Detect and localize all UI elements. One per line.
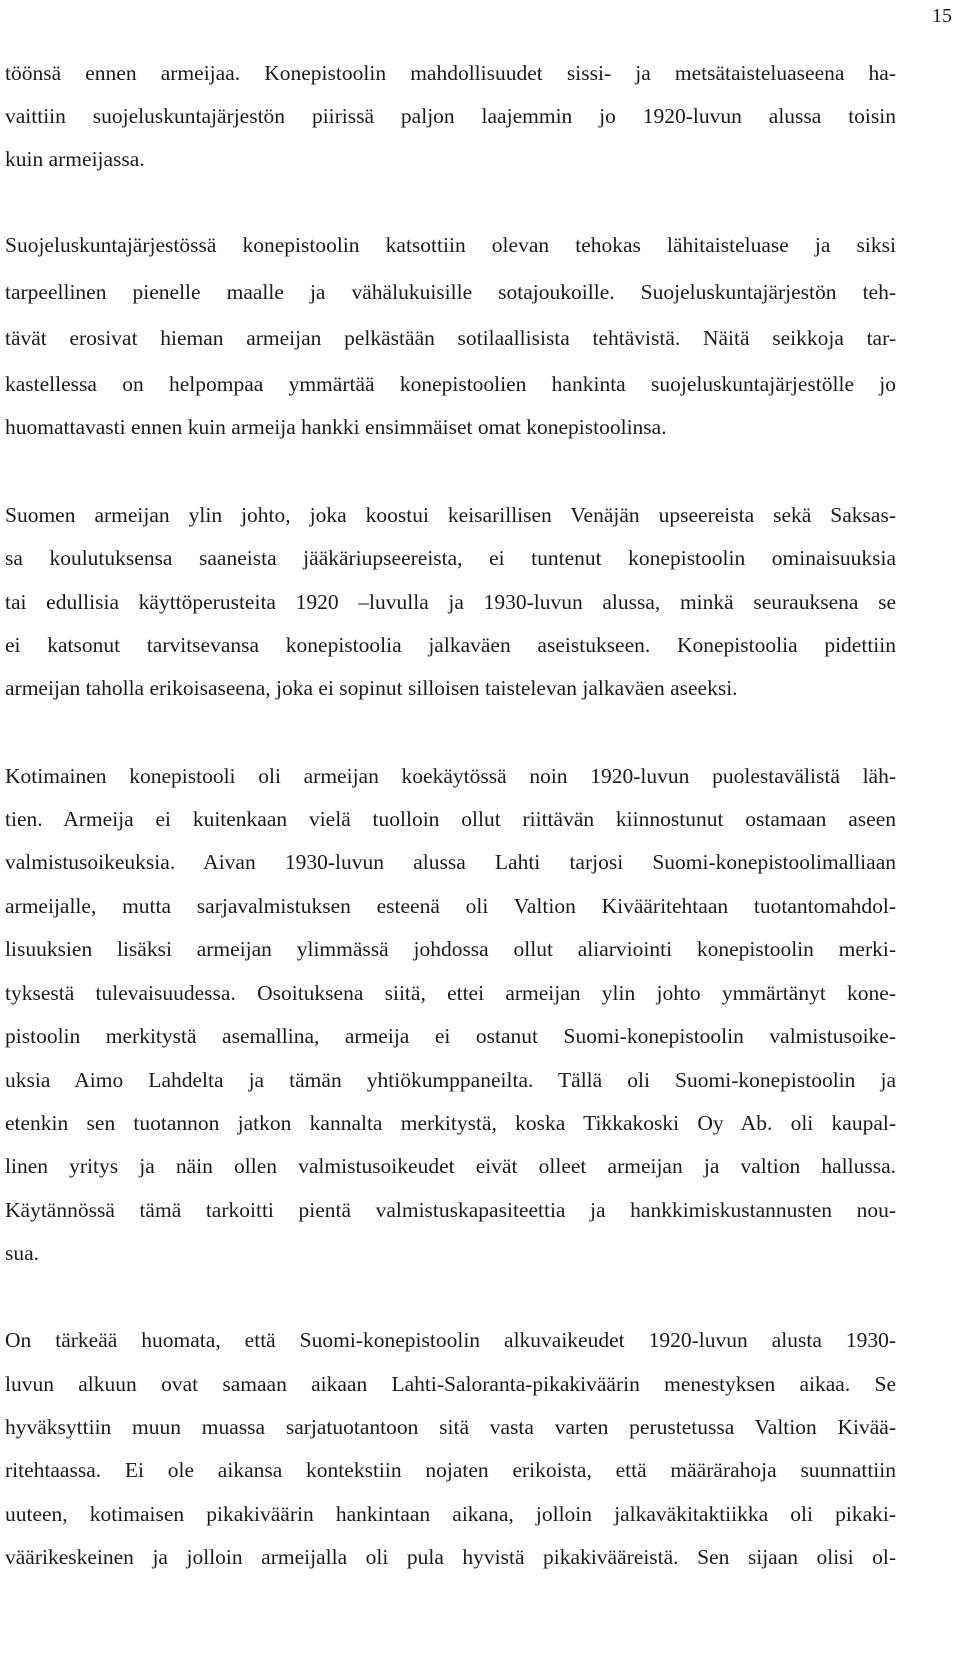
text-line: Kotimainen konepistooli oli armeijan koekäytössä noin 1920-luvun puolestavälistä läh- [5,764,896,788]
text-line: vaittiin suojeluskuntajärjestön piirissä paljon laajemmin jo 1920-luvun alussa toisin [5,104,896,128]
text-line: kastellessa on helpompaa ymmärtää konepistoolien hankinta suojeluskuntajärjestölle jo [5,372,896,396]
text-line: Suomen armeijan ylin johto, joka koostui keisarillisen Venäjän upseereista sekä Saksas- [5,503,896,527]
text-line: ritehtaassa. Ei ole aikansa kontekstiin nojaten erikoista, että määrärahoja suunnattiin [5,1458,896,1482]
text-line: uuteen, kotimaisen pikakiväärin hankintaan aikana, jolloin jalkaväkitaktiikka oli pikaki- [5,1502,896,1526]
text-line: Suojeluskuntajärjestössä konepistoolin katsottiin olevan tehokas lähitaisteluase ja siksi [5,233,896,257]
text-line: lisuuksien lisäksi armeijan ylimmässä johdossa ollut aliarviointi konepistoolin merki- [5,937,896,961]
text-line: armeijan taholla erikoisaseena, joka ei sopinut silloisen taistelevan jalkaväen aseeksi. [5,676,738,700]
text-line: töönsä ennen armeijaa. Konepistoolin mahdollisuudet sissi- ja metsätaisteluaseena ha- [5,61,896,85]
text-line: sa koulutuksensa saaneista jääkäriupseereista, ei tuntenut konepistoolin ominaisuuksia [5,546,896,570]
text-line: sua. [5,1241,40,1265]
text-line: tyksestä tulevaisuudessa. Osoituksena siitä, ettei armeijan ylin johto ymmärtänyt kone- [5,981,896,1005]
text-line: valmistusoikeuksia. Aivan 1930-luvun alussa Lahti tarjosi Suomi-konepistoolimalliaan [5,850,896,874]
text-line: armeijalle, mutta sarjavalmistuksen esteenä oli Valtion Kivääritehtaan tuotantomahdol- [5,894,896,918]
page-number: 15 [932,5,952,27]
text-line: tävät erosivat hieman armeijan pelkästään sotilaallisista tehtävistä. Näitä seikkoja tar- [5,326,896,350]
text-line: luvun alkuun ovat samaan aikaan Lahti-Saloranta-pikakiväärin menestyksen aikaa. Se [5,1372,896,1396]
text-line: pistoolin merkitystä asemallina, armeija ei ostanut Suomi-konepistoolin valmistusoike- [5,1024,896,1048]
text-line: etenkin sen tuotannon jatkon kannalta merkitystä, koska Tikkakoski Oy Ab. oli kaupal- [5,1111,896,1135]
text-line: kuin armeijassa. [5,147,145,171]
text-line: uksia Aimo Lahdelta ja tämän yhtiökumppaneilta. Tällä oli Suomi-konepistoolin ja [5,1068,896,1092]
text-line: Käytännössä tämä tarkoitti pientä valmistuskapasiteettia ja hankkimiskustannusten nou- [5,1198,896,1222]
text-line: hyväksyttiin muun muassa sarjatuotantoon sitä vasta varten perustetussa Valtion Kivää- [5,1415,896,1439]
text-line: väärikeskeinen ja jolloin armeijalla oli pula hyvistä pikakivääreistä. Sen sijaan olisi ol- [5,1545,896,1569]
text-line: huomattavasti ennen kuin armeija hankki ensimmäiset omat konepistoolinsa. [5,415,667,439]
text-line: tai edullisia käyttöperusteita 1920 –luvulla ja 1930-luvun alussa, minkä seurauksena se [5,590,896,614]
text-line: tien. Armeija ei kuitenkaan vielä tuolloin ollut riittävän kiinnostunut ostamaan aseen [5,807,896,831]
text-line: linen yritys ja näin ollen valmistusoikeudet eivät olleet armeijan ja valtion hallussa. [5,1154,896,1178]
text-line: tarpeellinen pienelle maalle ja vähälukuisille sotajoukoille. Suojeluskuntajärjestön teh- [5,280,896,304]
text-line: ei katsonut tarvitsevansa konepistoolia jalkaväen aseistukseen. Konepistoolia pidettiin [5,633,896,657]
text-line: On tärkeää huomata, että Suomi-konepistoolin alkuvaikeudet 1920-luvun alusta 1930- [5,1328,896,1352]
